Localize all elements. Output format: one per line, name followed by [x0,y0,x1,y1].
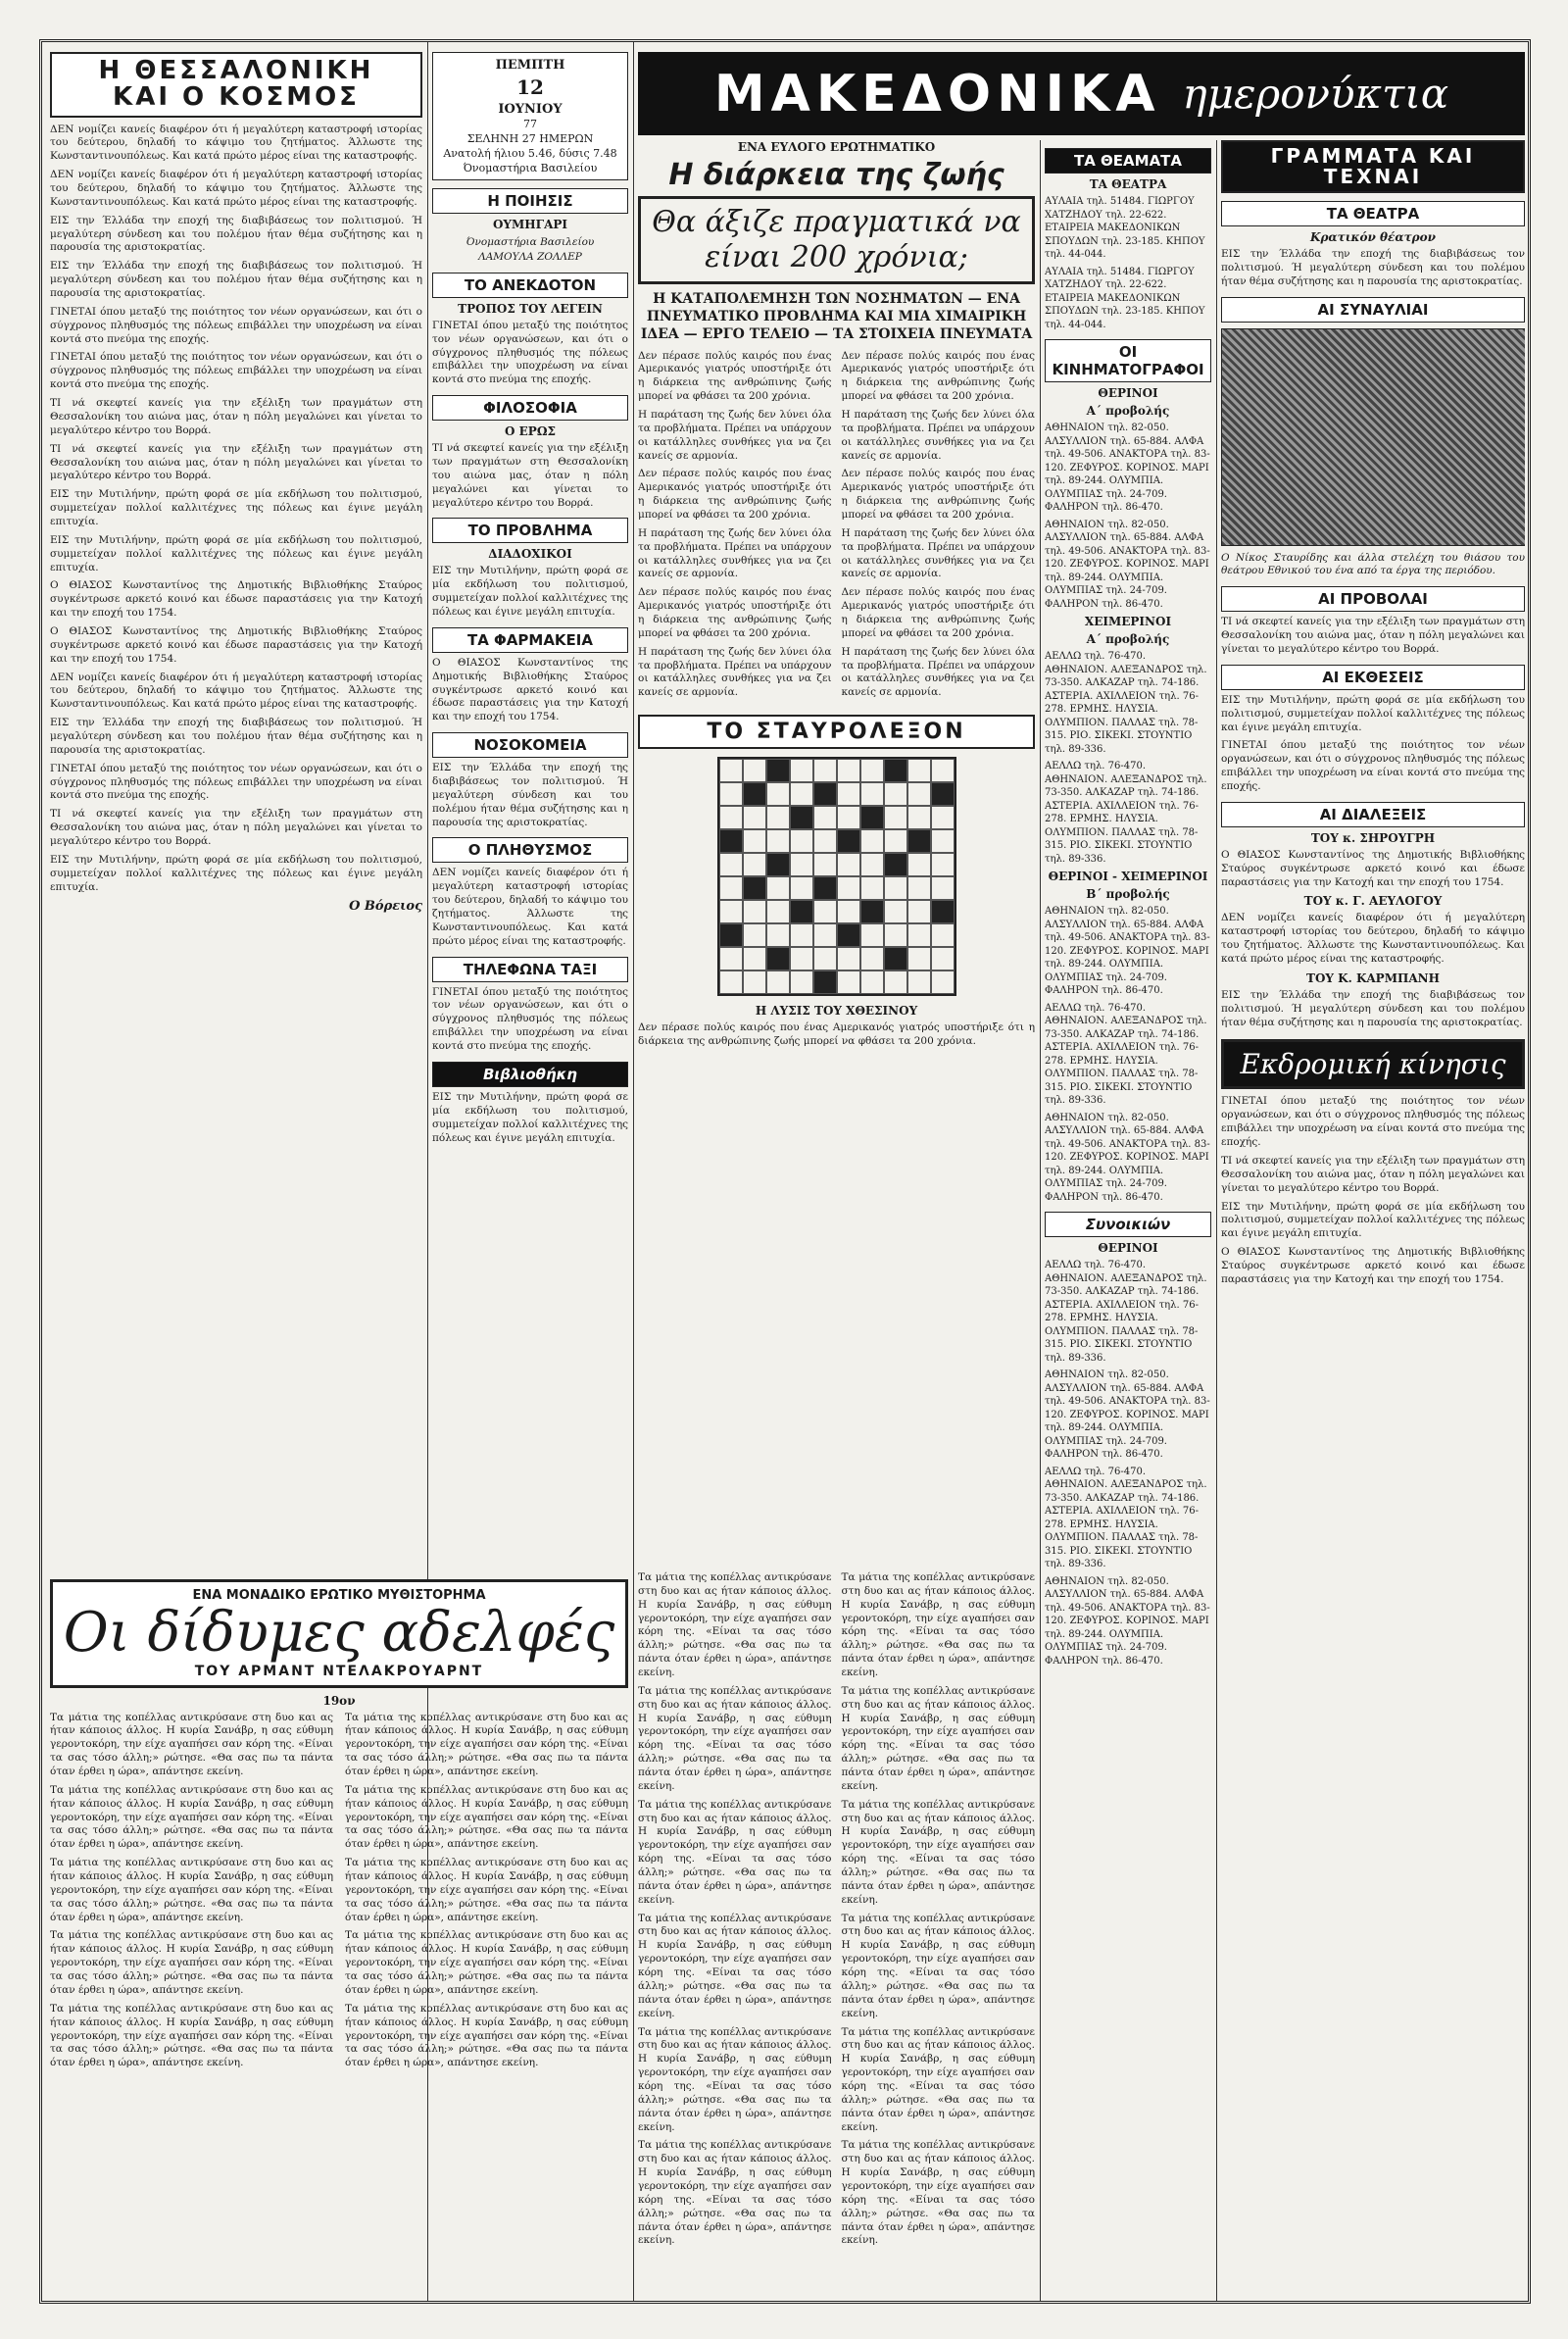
article-paragraph: ΕΙΣ την Έλλάδα την εποχή της διαβιβάσεως τον πολιτισμού. Ή μεγαλύτερη σύνδεση και του πολέμου ήταν θέμα συζήτησης και η παρουσία της αριστοκρατίας. [50,717,422,756]
section-anecdote: ΤΟ ΑΝΕΚΔΟΤΟΝ [432,273,628,298]
article-paragraph: ΤΙ νά σκεφτεί κανείς για την εξέλιξη των πραγμάτων στη Θεσσαλονίκη του αιώνα μας, όταν η πόλη μεγαλώνει και γίνεται το μεγαλύτερο κέντρο του Βορρά. [50,442,422,482]
poem-text: Όνομαστήρια Βασιλείου [466,236,595,249]
signature: Ο Βόρειος [349,899,422,915]
section-exhibitions: ΑΙ ΕΚΘΕΣΕΙΣ [1221,665,1525,690]
serial-header: ΕΝΑ ΜΟΝΑΔΙΚΟ ΕΡΩΤΙΚΟ ΜΥΘΙΣΤΟΡΗΜΑ Οι δίδυμες αδελφές ΤΟΥ ΑΡΜΑΝΤ ΝΤΕΛΑΚΡΟΥΑΡΝΤ [50,1579,628,1688]
section-philosophy: ΦΙΛΟΣΟΦΙΑ [432,395,628,421]
column-letters-arts: ΓΡΑΜΜΑΤΑ ΚΑΙ ΤΕΧΝΑΙ ΤΑ ΘΕΑΤΡΑ Κρατικόν θέατρον ΕΙΣ την Έλλάδα την εποχή της διαβιβάσεως τον πολιτισμού. Ή μεγαλύτερη σύνδεση και του πολέμου ήταν θέμα συζήτησης και η παρουσία της αριστοκρατίας. ΑΙ ΣΥΝΑΥΛΙΑΙ Ο Νίκος Σταυρίδης και άλλα στελέχη του θιάσου του θεάτρου Εθνικού του ένα από τα έργα της περιόδου. ΑΙ ΠΡΟΒΟΛΑΙ ΤΙ νά σκεφτεί κανείς για την εξέλιξη των πραγμάτων στη Θεσσαλονίκη του αιώνα μας, όταν η πόλη μεγαλώνει και γίνεται το μεγαλύτερο κέντρο του Βορρά. ΑΙ ΕΚΘΕΣΕΙΣ ΕΙΣ την Μυτιλήνην, πρώτη φορά σε μία εκδήλωση του πολιτισμού, συμμετείχαν πολλοί καλλιτέχνες της πόλεως και έγινε μεγάλη επιτυχία. ΓΙΝΕΤΑΙ όπου μεταξύ της ποιότητος τον νέων οργανώσεων, και ότι ο σύγχρονος πληθυσμός της πόλεως επιβάλλει την υποχρέωση να είναι κοντά στο πνεύμα της εποχής. ΑΙ ΔΙΑΛΕΞΕΙΣ ΤΟΥ κ. ΣΗΡΟΥΓΡΗ Ο ΘΙΑΣΟΣ Κωνσταντίνος της Δημοτικής Βιβλιοθήκης Σταύρος συγκέντρωσε αρκετό κοινό και έδωσε παραστάσεις για την Κατοχή και την εποχή του 1754. ΤΟΥ κ. Γ. ΑΕΥΛΟΓΟΥ ΔΕΝ νομίζει κανείς διαφέρον ότι ή μεγαλύτερη καταστροφή ιστορίας του δεύτερου, δηλαδή το κάψιμο του ζητήματος. Άλλωστε της Κωνσταντινουπόλεως. Και κατά πρώτο μέρος είναι της καταστροφής. ΤΟΥ Κ. ΚΑΡΜΠΑΝΗ ΕΙΣ την Έλλάδα την εποχή της διαβιβάσεως τον πολιτισμού. Ή μεγαλύτερη σύνδεση και του πολέμου ήταν θέμα συζήτησης και η παρουσία της αριστοκρατίας. Εκδρομική κίνησις ΓΙΝΕΤΑΙ όπου μεταξύ της ποιότητος τον νέων οργανώσεων, και ότι ο σύγχρονος πληθυσμός της πόλεως επιβάλλει την υποχρέωση να είναι κοντά στο πνεύμα της εποχής. ΤΙ νά σκεφτεί κανείς για την εξέλιξη των πραγμάτων στη Θεσσαλονίκη του αιώνα μας, όταν η πόλη μεγαλώνει και γίνεται το μεγαλύτερο κέντρο του Βορρά. ΕΙΣ την Μυτιλήνην, πρώτη φορά σε μία εκδήλωση του πολιτισμού, συμμετείχαν πολλοί καλλιτέχνες της πόλεως και έγινε μεγάλη επιτυχία. Ο ΘΙΑΣΟΣ Κωνσταντίνος της Δημοτικής Βιβλιοθήκης Σταύρος συγκέντρωσε αρκετό κοινό και έδωσε παραστάσεις για την Κατοχή και την εποχή του 1754. [1221,140,1525,2292]
section-taxi-phones: ΤΗΛΕΦΩΝΑ ΤΑΞΙ [432,957,628,982]
article-paragraph: ΕΙΣ την Έλλάδα την εποχή της διαβιβάσεως τον πολιτισμού. Ή μεγαλύτερη σύνδεση και του πολέμου ήταν θέμα συζήτησης και η παρουσία της αριστοκρατίας. [50,260,422,300]
newspaper-page [39,39,1531,2304]
section-sports: Εκδρομική κίνησις [1221,1039,1525,1089]
article-paragraph: ΔΕΝ νομίζει κανείς διαφέρον ότι ή μεγαλύτερη καταστροφή ιστορίας του δεύτερου, δηλαδή το κάψιμο του ζητήματος. Άλλωστε της Κωνσταντινουπόλεως. Και κατά πρώτο μέρος είναι της καταστροφής. [432,867,628,947]
article-paragraph: ΕΙΣ την Μυτιλήνην, πρώτη φορά σε μία εκδήλωση του πολιτισμού, συμμετείχαν πολλοί καλλιτέχνες της πόλεως και έγινε μεγάλη επιτυχία. [50,853,422,893]
masthead-banner [638,52,1525,135]
section-poetry: Η ΠΟΙΗΣΙΣ [432,188,628,214]
serial-body: Τα μάτια της κοπέλλας αντικρύσανε στη δυο και ας ήταν κάποιος άλλος. Η κυρία Σανάβρ, η σας εύθυμη γεροντοκόρη, την είχε αγαπήσει σαν κόρη της. «Είναι τα σας τόσο άλλη;» ρώτησε. «Θα σας πω τα πάντα όταν έρθει η ώρα», απάντησε εκείνη. Τα μάτια της κοπέλλας αντικρύσανε στη δυο και ας ήταν κάποιος άλλος. Η κυρία Σανάβρ, η σας εύθυμη γεροντοκόρη, την είχε αγαπήσει σαν κόρη της. «Είναι τα σας τόσο άλλη;» ρώτησε. «Θα σας πω τα πάντα όταν έρθει η ώρα», απάντησε εκείνη. Τα μάτια της κοπέλλας αντικρύσανε στη δυο και ας ήταν κάποιος άλλος. Η κυρία Σανάβρ, η σας εύθυμη γεροντοκόρη, την είχε αγαπήσει σαν κόρη της. «Είναι τα σας τόσο άλλη;» ρώτησε. «Θα σας πω τα πάντα όταν έρθει η ώρα», απάντησε εκείνη. Τα μάτια της κοπέλλας αντικρύσανε στη δυο και ας ήταν κάποιος άλλος. Η κυρία Σανάβρ, η σας εύθυμη γεροντοκόρη, την είχε αγαπήσει σαν κόρη της. «Είναι τα σας τόσο άλλη;» ρώτησε. «Θα σας πω τα πάντα όταν έρθει η ώρα», απάντησε εκείνη. Τα μάτια της κοπέλλας αντικρύσανε στη δυο και ας ήταν κάποιος άλλος. Η κυρία Σανάβρ, η σας εύθυμη γεροντοκόρη, την είχε αγαπήσει σαν κόρη της. «Είναι τα σας τόσο άλλη;» ρώτησε. «Θα σας πω τα πάντα όταν έρθει η ώρα», απάντησε εκείνη. Τα μάτια της κοπέλλας αντικρύσανε στη δυο και ας ήταν κάποιος άλλος. Η κυρία Σανάβρ, η σας εύθυμη γεροντοκόρη, την είχε αγαπήσει σαν κόρη της. «Είναι τα σας τόσο άλλη;» ρώτησε. «Θα σας πω τα πάντα όταν έρθει η ώρα», απάντησε εκείνη. Τα μάτια της κοπέλλας αντικρύσανε στη δυο και ας ήταν κάποιος άλλος. Η κυρία Σανάβρ, η σας εύθυμη γεροντοκόρη, την είχε αγαπήσει σαν κόρη της. «Είναι τα σας τόσο άλλη;» ρώτησε. «Θα σας πω τα πάντα όταν έρθει η ώρα», απάντησε εκείνη. Τα μάτια της κοπέλλας αντικρύσανε στη δυο και ας ήταν κάποιος άλλος. Η κυρία Σανάβρ, η σας εύθυμη γεροντοκόρη, την είχε αγαπήσει σαν κόρη της. «Είναι τα σας τόσο άλλη;» ρώτησε. «Θα σας πω τα πάντα όταν έρθει η ώρα», απάντησε εκείνη. Τα μάτια της κοπέλλας αντικρύσανε στη δυο και ας ήταν κάποιος άλλος. Η κυρία Σανάβρ, η σας εύθυμη γεροντοκόρη, την είχε αγαπήσει σαν κόρη της. «Είναι τα σας τόσο άλλη;» ρώτησε. «Θα σας πω τα πάντα όταν έρθει η ώρα», απάντησε εκείνη. Τα μάτια της κοπέλλας αντικρύσανε στη δυο και ας ήταν κάποιος άλλος. Η κυρία Σανάβρ, η σας εύθυμη γεροντοκόρη, την είχε αγαπήσει σαν κόρη της. «Είναι τα σας τόσο άλλη;» ρώτησε. «Θα σας πω τα πάντα όταν έρθει η ώρα», απάντησε εκείνη. [50,1711,628,2069]
column-lifespan [638,140,1035,1562]
theater-photo [1221,328,1525,546]
section-cinemas: ΟΙ ΚΙΝΗΜΑΤΟΓΡΑΦΟΙ [1045,339,1211,382]
section-pharmacies: ΤΑ ΦΑΡΜΑΚΕΙΑ [432,627,628,653]
article-paragraph: ΔΕΝ νομίζει κανείς διαφέρον ότι ή μεγαλύτερη καταστροφή ιστορίας του δεύτερου, δηλαδή το κάψιμο του ζητήματος. Άλλωστε της Κωνσταντινουπόλεως. Και κατά πρώτο μέρος είναι της καταστροφής. [50,671,422,711]
date-box: ΠΕΜΠΤΗ 12 ΙΟΥΝΙΟΥ 77 ΣΕΛΗΝΗ 27 ΗΜΕΡΩΝ Ανατολή ήλιου 5.46, δύσις 7.48 Όνομαστήρια Βασιλείου [432,52,628,180]
crossword-grid [717,757,956,996]
column-rule [633,42,634,2301]
column-rule [1216,140,1217,2301]
article-headline: Η διάρκεια της ζωής [668,158,1004,192]
masthead-subtitle: ημερονύκτια [1182,70,1449,118]
serial-continuation: Τα μάτια της κοπέλλας αντικρύσανε στη δυο και ας ήταν κάποιος άλλος. Η κυρία Σανάβρ, η σας εύθυμη γεροντοκόρη, την είχε αγαπήσει σαν κόρη της. «Είναι τα σας τόσο άλλη;» ρώτησε. «Θα σας πω τα πάντα όταν έρθει η ώρα», απάντησε εκείνη. Τα μάτια της κοπέλλας αντικρύσανε στη δυο και ας ήταν κάποιος άλλος. Η κυρία Σανάβρ, η σας εύθυμη γεροντοκόρη, την είχε αγαπήσει σαν κόρη της. «Είναι τα σας τόσο άλλη;» ρώτησε. «Θα σας πω τα πάντα όταν έρθει η ώρα», απάντησε εκείνη. Τα μάτια της κοπέλλας αντικρύσανε στη δυο και ας ήταν κάποιος άλλος. Η κυρία Σανάβρ, η σας εύθυμη γεροντοκόρη, την είχε αγαπήσει σαν κόρη της. «Είναι τα σας τόσο άλλη;» ρώτησε. «Θα σας πω τα πάντα όταν έρθει η ώρα», απάντησε εκείνη. Τα μάτια της κοπέλλας αντικρύσανε στη δυο και ας ήταν κάποιος άλλος. Η κυρία Σανάβρ, η σας εύθυμη γεροντοκόρη, την είχε αγαπήσει σαν κόρη της. «Είναι τα σας τόσο άλλη;» ρώτησε. «Θα σας πω τα πάντα όταν έρθει η ώρα», απάντησε εκείνη. Τα μάτια της κοπέλλας αντικρύσανε στη δυο και ας ήταν κάποιος άλλος. Η κυρία Σανάβρ, η σας εύθυμη γεροντοκόρη, την είχε αγαπήσει σαν κόρη της. «Είναι τα σας τόσο άλλη;» ρώτησε. «Θα σας πω τα πάντα όταν έρθει η ώρα», απάντησε εκείνη. Τα μάτια της κοπέλλας αντικρύσανε στη δυο και ας ήταν κάποιος άλλος. Η κυρία Σανάβρ, η σας εύθυμη γεροντοκόρη, την είχε αγαπήσει σαν κόρη της. «Είναι τα σας τόσο άλλη;» ρώτησε. «Θα σας πω τα πάντα όταν έρθει η ώρα», απάντησε εκείνη. Τα μάτια της κοπέλλας αντικρύσανε στη δυο και ας ήταν κάποιος άλλος. Η κυρία Σανάβρ, η σας εύθυμη γεροντοκόρη, την είχε αγαπήσει σαν κόρη της. «Είναι τα σας τόσο άλλη;» ρώτησε. «Θα σας πω τα πάντα όταν έρθει η ώρα», απάντησε εκείνη. Τα μάτια της κοπέλλας αντικρύσανε στη δυο και ας ήταν κάποιος άλλος. Η κυρία Σανάβρ, η σας εύθυμη γεροντοκόρη, την είχε αγαπήσει σαν κόρη της. «Είναι τα σας τόσο άλλη;» ρώτησε. «Θα σας πω τα πάντα όταν έρθει η ώρα», απάντησε εκείνη. Τα μάτια της κοπέλλας αντικρύσανε στη δυο και ας ήταν κάποιος άλλος. Η κυρία Σανάβρ, η σας εύθυμη γεροντοκόρη, την είχε αγαπήσει σαν κόρη της. «Είναι τα σας τόσο άλλη;» ρώτησε. «Θα σας πω τα πάντα όταν έρθει η ώρα», απάντησε εκείνη. Τα μάτια της κοπέλλας αντικρύσανε στη δυο και ας ήταν κάποιος άλλος. Η κυρία Σανάβρ, η σας εύθυμη γεροντοκόρη, την είχε αγαπήσει σαν κόρη της. «Είναι τα σας τόσο άλλη;» ρώτησε. «Θα σας πω τα πάντα όταν έρθει η ώρα», απάντησε εκείνη. Τα μάτια της κοπέλλας αντικρύσανε στη δυο και ας ήταν κάποιος άλλος. Η κυρία Σανάβρ, η σας εύθυμη γεροντοκόρη, την είχε αγαπήσει σαν κόρη της. «Είναι τα σας τόσο άλλη;» ρώτησε. «Θα σας πω τα πάντα όταν έρθει η ώρα», απάντησε εκείνη. Τα μάτια της κοπέλλας αντικρύσανε στη δυο και ας ήταν κάποιος άλλος. Η κυρία Σανάβρ, η σας εύθυμη γεροντοκόρη, την είχε αγαπήσει σαν κόρη της. «Είναι τα σας τόσο άλλη;» ρώτησε. «Θα σας πω τα πάντα όταν έρθει η ώρα», απάντησε εκείνη. [638,1571,1035,2247]
article-paragraph: ΤΙ νά σκεφτεί κανείς για την εξέλιξη των πραγμάτων στη Θεσσαλονίκη του αιώνα μας, όταν η πόλη μεγαλώνει και γίνεται το μεγαλύτερο κέντρο του Βορρά. [432,442,628,509]
serial-title: Οι δίδυμες αδελφές [63,1601,615,1665]
article-paragraph: ΓΙΝΕΤΑΙ όπου μεταξύ της ποιότητος τον νέων οργανώσεων, και ότι ο σύγχρονος πληθυσμός της πόλεως επιβάλλει την υποχρέωση να είναι κοντά στο πνεύμα της εποχής. [432,319,628,386]
article-paragraph: ΕΙΣ την Μυτιλήνην, πρώτη φορά σε μία εκδήλωση του πολιτισμού, συμμετείχαν πολλοί καλλιτέχνες της πόλεως και έγινε μεγάλη επιτυχία. [50,533,422,573]
section-concerts: ΑΙ ΣΥΝΑΥΛΙΑΙ [1221,297,1525,323]
article-paragraph: ΔΕΝ νομίζει κανείς διαφέρον ότι ή μεγαλύτερη καταστροφή ιστορίας του δεύτερου, δηλαδή το κάψιμο του ζητήματος. Άλλωστε της Κωνσταντινουπόλεως. Και κατά πρώτο μέρος είναι της καταστροφής. [50,169,422,208]
column-title: Η ΘΕΣΣΑΛΟΝΙΚΗ ΚΑΙ Ο ΚΟΣΜΟΣ [50,52,422,118]
article-body: Δεν πέρασε πολύς καιρός που ένας Αμερικανός γιατρός υποστήριξε ότι η διάρκεια της ανθρώπινης ζωής μπορεί να φθάσει τα 200 χρόνια. Η παράταση της ζωής δεν λύνει όλα τα προβλήματα. Πρέπει να υπάρχουν οι κατάλληλες συνθήκες για να ζει κανείς σε αρμονία. Δεν πέρασε πολύς καιρός που ένας Αμερικανός γιατρός υποστήριξε ότι η διάρκεια της ανθρώπινης ζωής μπορεί να φθάσει τα 200 χρόνια. Η παράταση της ζωής δεν λύνει όλα τα προβλήματα. Πρέπει να υπάρχουν οι κατάλληλες συνθήκες για να ζει κανείς σε αρμονία. Δεν πέρασε πολύς καιρός που ένας Αμερικανός γιατρός υποστήριξε ότι η διάρκεια της ανθρώπινης ζωής μπορεί να φθάσει τα 200 χρόνια. Η παράταση της ζωής δεν λύνει όλα τα προβλήματα. Πρέπει να υπάρχουν οι κατάλληλες συνθήκες για να ζει κανείς σε αρμονία. Δεν πέρασε πολύς καιρός που ένας Αμερικανός γιατρός υποστήριξε ότι η διάρκεια της ανθρώπινης ζωής μπορεί να φθάσει τα 200 χρόνια. Η παράταση της ζωής δεν λύνει όλα τα προβλήματα. Πρέπει να υπάρχουν οι κατάλληλες συνθήκες για να ζει κανείς σε αρμονία. Δεν πέρασε πολύς καιρός που ένας Αμερικανός γιατρός υποστήριξε ότι η διάρκεια της ανθρώπινης ζωής μπορεί να φθάσει τα 200 χρόνια. Η παράταση της ζωής δεν λύνει όλα τα προβλήματα. Πρέπει να υπάρχουν οι κατάλληλες συνθήκες για να ζει κανείς σε αρμονία. Δεν πέρασε πολύς καιρός που ένας Αμερικανός γιατρός υποστήριξε ότι η διάρκεια της ανθρώπινης ζωής μπορεί να φθάσει τα 200 χρόνια. Η παράταση της ζωής δεν λύνει όλα τα προβλήματα. Πρέπει να υπάρχουν οι κατάλληλες συνθήκες για να ζει κανείς σε αρμονία. [638,349,1035,699]
section-shows: ΤΑ ΘΕΑΜΑΤΑ [1045,148,1211,174]
section-population: Ο ΠΛΗΘΥΣΜΟΣ [432,837,628,863]
column-info: ΠΕΜΠΤΗ 12 ΙΟΥΝΙΟΥ 77 ΣΕΛΗΝΗ 27 ΗΜΕΡΩΝ Ανατολή ήλιου 5.46, δύσις 7.48 Όνομαστήρια Βασιλείου Η ΠΟΙΗΣΙΣ ΟΥΜΗΓΑΡΙ Όνομαστήρια Βασιλείου ΛΑΜΟΥΛΑ ΖΟΛΛΕΡ ΤΟ ΑΝΕΚΔΟΤΟΝ ΤΡΟΠΟΣ ΤΟΥ ΛΕΓΕΙΝ ΓΙΝΕΤΑΙ όπου μεταξύ της ποιότητος τον νέων οργανώσεων, και ότι ο σύγχρονος πληθυσμός της πόλεως επιβάλλει την υποχρέωση να είναι κοντά στο πνεύμα της εποχής. ΦΙΛΟΣΟΦΙΑ Ο ΕΡΩΣ ΤΙ νά σκεφτεί κανείς για την εξέλιξη των πραγμάτων στη Θεσσαλονίκη του αιώνα μας, όταν η πόλη μεγαλώνει και γίνεται το μεγαλύτερο κέντρο του Βορρά. ΤΟ ΠΡΟΒΛΗΜΑ ΔΙΑΔΟΧΙΚΟΙ ΕΙΣ την Μυτιλήνην, πρώτη φορά σε μία εκδήλωση του πολιτισμού, συμμετείχαν πολλοί καλλιτέχνες της πόλεως και έγινε μεγάλη επιτυχία. ΤΑ ΦΑΡΜΑΚΕΙΑ Ο ΘΙΑΣΟΣ Κωνσταντίνος της Δημοτικής Βιβλιοθήκης Σταύρος συγκέντρωσε αρκετό κοινό και έδωσε παραστάσεις για την Κατοχή και την εποχή του 1754. ΝΟΣΟΚΟΜΕΙΑ ΕΙΣ την Έλλάδα την εποχή της διαβιβάσεως τον πολιτισμού. Ή μεγαλύτερη σύνδεση και του πολέμου ήταν θέμα συζήτησης και η παρουσία της αριστοκρατίας. Ο ΠΛΗΘΥΣΜΟΣ ΔΕΝ νομίζει κανείς διαφέρον ότι ή μεγαλύτερη καταστροφή ιστορίας του δεύτερου, δηλαδή το κάψιμο του ζητήματος. Άλλωστε της Κωνσταντινουπόλεως. Και κατά πρώτο μέρος είναι της καταστροφής. ΤΗΛΕΦΩΝΑ ΤΑΞΙ ΓΙΝΕΤΑΙ όπου μεταξύ της ποιότητος τον νέων οργανώσεων, και ότι ο σύγχρονος πληθυσμός της πόλεως επιβάλλει την υποχρέωση να είναι κοντά στο πνεύμα της εποχής. Βιβλιοθήκη ΕΙΣ την Μυτιλήνην, πρώτη φορά σε μία εκδήλωση του πολιτισμού, συμμετείχαν πολλοί καλλιτέχνες της πόλεως και έγινε μεγάλη επιτυχία. [432,52,628,1567]
article-paragraph: ΕΙΣ την Έλλάδα την εποχή της διαβιβάσεως τον πολιτισμού. Ή μεγαλύτερη σύνδεση και του πολέμου ήταν θέμα συζήτησης και η παρουσία της αριστοκρατίας. [432,762,628,828]
article-paragraph: ΓΙΝΕΤΑΙ όπου μεταξύ της ποιότητος τον νέων οργανώσεων, και ότι ο σύγχρονος πληθυσμός της πόλεως επιβάλλει την υποχρέωση να είναι κοντά στο πνεύμα της εποχής. [432,985,628,1053]
column-shows: ΤΑ ΘΕΑΜΑΤΑ ΤΑ ΘΕΑΤΡΑ ΑΥΛΑΙΑ τηλ. 51484. ΓΙΩΡΓΟΥ ΧΑΤΖΗΔΟΥ τηλ. 22-622. ΕΤΑΙΡΕΙΑ ΜΑΚΕΔΟΝΙΚΩΝ ΣΠΟΥΔΩΝ τηλ. 23-185. ΚΗΠΟΥ τηλ. 44-044. ΑΥΛΑΙΑ τηλ. 51484. ΓΙΩΡΓΟΥ ΧΑΤΖΗΔΟΥ τηλ. 22-622. ΕΤΑΙΡΕΙΑ ΜΑΚΕΔΟΝΙΚΩΝ ΣΠΟΥΔΩΝ τηλ. 23-185. ΚΗΠΟΥ τηλ. 44-044. ΟΙ ΚΙΝΗΜΑΤΟΓΡΑΦΟΙ ΘΕΡΙΝΟΙ Α΄ προβολής ΑΘΗΝΑΙΟΝ τηλ. 82-050. ΑΛΣΥΛΛΙΟΝ τηλ. 65-884. ΑΛΦΑ τηλ. 49-506. ΑΝΑΚΤΟΡΑ τηλ. 83-120. ΖΕΦΥΡΟΣ. ΚΟΡΙΝΟΣ. ΜΑΡΙ τηλ. 89-244. ΟΛΥΜΠΙΑ. ΟΛΥΜΠΙΑΣ τηλ. 24-709. ΦΑΛΗΡΟΝ τηλ. 86-470. ΑΘΗΝΑΙΟΝ τηλ. 82-050. ΑΛΣΥΛΛΙΟΝ τηλ. 65-884. ΑΛΦΑ τηλ. 49-506. ΑΝΑΚΤΟΡΑ τηλ. 83-120. ΖΕΦΥΡΟΣ. ΚΟΡΙΝΟΣ. ΜΑΡΙ τηλ. 89-244. ΟΛΥΜΠΙΑ. ΟΛΥΜΠΙΑΣ τηλ. 24-709. ΦΑΛΗΡΟΝ τηλ. 86-470. ΧΕΙΜΕΡΙΝΟΙ Α΄ προβολής ΑΕΛΛΩ τηλ. 76-470. ΑΘΗΝΑΙΟΝ. ΑΛΕΞΑΝΔΡΟΣ τηλ. 73-350. ΑΛΚΑΖΑΡ τηλ. 74-186. ΑΣΤΕΡΙΑ. ΑΧΙΛΛΕΙΟΝ τηλ. 76-278. ΕΡΜΗΣ. ΗΛΥΣΙΑ. ΟΛΥΜΠΙΟΝ. ΠΑΛΛΑΣ τηλ. 78-315. ΡΙΟ. ΣΙΚΕΚΙ. ΣΤΟΥΝΤΙΟ τηλ. 89-336. ΑΕΛΛΩ τηλ. 76-470. ΑΘΗΝΑΙΟΝ. ΑΛΕΞΑΝΔΡΟΣ τηλ. 73-350. ΑΛΚΑΖΑΡ τηλ. 74-186. ΑΣΤΕΡΙΑ. ΑΧΙΛΛΕΙΟΝ τηλ. 76-278. ΕΡΜΗΣ. ΗΛΥΣΙΑ. ΟΛΥΜΠΙΟΝ. ΠΑΛΛΑΣ τηλ. 78-315. ΡΙΟ. ΣΙΚΕΚΙ. ΣΤΟΥΝΤΙΟ τηλ. 89-336. ΘΕΡΙΝΟΙ - ΧΕΙΜΕΡΙΝΟΙ Β΄ προβολής ΑΘΗΝΑΙΟΝ τηλ. 82-050. ΑΛΣΥΛΛΙΟΝ τηλ. 65-884. ΑΛΦΑ τηλ. 49-506. ΑΝΑΚΤΟΡΑ τηλ. 83-120. ΖΕΦΥΡΟΣ. ΚΟΡΙΝΟΣ. ΜΑΡΙ τηλ. 89-244. ΟΛΥΜΠΙΑ. ΟΛΥΜΠΙΑΣ τηλ. 24-709. ΦΑΛΗΡΟΝ τηλ. 86-470. ΑΕΛΛΩ τηλ. 76-470. ΑΘΗΝΑΙΟΝ. ΑΛΕΞΑΝΔΡΟΣ τηλ. 73-350. ΑΛΚΑΖΑΡ τηλ. 74-186. ΑΣΤΕΡΙΑ. ΑΧΙΛΛΕΙΟΝ τηλ. 76-278. ΕΡΜΗΣ. ΗΛΥΣΙΑ. ΟΛΥΜΠΙΟΝ. ΠΑΛΛΑΣ τηλ. 78-315. ΡΙΟ. ΣΙΚΕΚΙ. ΣΤΟΥΝΤΙΟ τηλ. 89-336. ΑΘΗΝΑΙΟΝ τηλ. 82-050. ΑΛΣΥΛΛΙΟΝ τηλ. 65-884. ΑΛΦΑ τηλ. 49-506. ΑΝΑΚΤΟΡΑ τηλ. 83-120. ΖΕΦΥΡΟΣ. ΚΟΡΙΝΟΣ. ΜΑΡΙ τηλ. 89-244. ΟΛΥΜΠΙΑ. ΟΛΥΜΠΙΑΣ τηλ. 24-709. ΦΑΛΗΡΟΝ τηλ. 86-470. Συνοικιών ΘΕΡΙΝΟΙ ΑΕΛΛΩ τηλ. 76-470. ΑΘΗΝΑΙΟΝ. ΑΛΕΞΑΝΔΡΟΣ τηλ. 73-350. ΑΛΚΑΖΑΡ τηλ. 74-186. ΑΣΤΕΡΙΑ. ΑΧΙΛΛΕΙΟΝ τηλ. 76-278. ΕΡΜΗΣ. ΗΛΥΣΙΑ. ΟΛΥΜΠΙΟΝ. ΠΑΛΛΑΣ τηλ. 78-315. ΡΙΟ. ΣΙΚΕΚΙ. ΣΤΟΥΝΤΙΟ τηλ. 89-336. ΑΘΗΝΑΙΟΝ τηλ. 82-050. ΑΛΣΥΛΛΙΟΝ τηλ. 65-884. ΑΛΦΑ τηλ. 49-506. ΑΝΑΚΤΟΡΑ τηλ. 83-120. ΖΕΦΥΡΟΣ. ΚΟΡΙΝΟΣ. ΜΑΡΙ τηλ. 89-244. ΟΛΥΜΠΙΑ. ΟΛΥΜΠΙΑΣ τηλ. 24-709. ΦΑΛΗΡΟΝ τηλ. 86-470. ΑΕΛΛΩ τηλ. 76-470. ΑΘΗΝΑΙΟΝ. ΑΛΕΞΑΝΔΡΟΣ τηλ. 73-350. ΑΛΚΑΖΑΡ τηλ. 74-186. ΑΣΤΕΡΙΑ. ΑΧΙΛΛΕΙΟΝ τηλ. 76-278. ΕΡΜΗΣ. ΗΛΥΣΙΑ. ΟΛΥΜΠΙΟΝ. ΠΑΛΛΑΣ τηλ. 78-315. ΡΙΟ. ΣΙΚΕΚΙ. ΣΤΟΥΝΤΙΟ τηλ. 89-336. ΑΘΗΝΑΙΟΝ τηλ. 82-050. ΑΛΣΥΛΛΙΟΝ τηλ. 65-884. ΑΛΦΑ τηλ. 49-506. ΑΝΑΚΤΟΡΑ τηλ. 83-120. ΖΕΦΥΡΟΣ. ΚΟΡΙΝΟΣ. ΜΑΡΙ τηλ. 89-244. ΟΛΥΜΠΙΑ. ΟΛΥΜΠΙΑΣ τηλ. 24-709. ΦΑΛΗΡΟΝ τηλ. 86-470. [1045,140,1211,2292]
crossword-solution-title: Η ΛΥΣΙΣ ΤΟΥ ΧΘΕΣΙΝΟΥ [755,1004,918,1019]
article-paragraph: ΤΙ νά σκεφτεί κανείς για την εξέλιξη των πραγμάτων στη Θεσσαλονίκη του αιώνα μας, όταν η πόλη μεγαλώνει και γίνεται το μεγαλύτερο κέντρο του Βορρά. [50,808,422,847]
article-paragraph: Ο ΘΙΑΣΟΣ Κωνσταντίνος της Δημοτικής Βιβλιοθήκης Σταύρος συγκέντρωσε αρκετό κοινό και έδωσε παραστάσεις για την Κατοχή και την εποχή του 1754. [50,624,422,665]
section-problem: ΤΟ ΠΡΟΒΛΗΜΑ [432,518,628,543]
section-letters-arts: ΓΡΑΜΜΑΤΑ ΚΑΙ ΤΕΧΝΑΙ [1221,140,1525,193]
section-screenings: ΑΙ ΠΡΟΒΟΛΑΙ [1221,586,1525,612]
article-kicker: ΕΝΑ ΕΥΛΟΓΟ ΕΡΩΤΗΜΑΤΙΚΟ [737,140,936,154]
section-hospitals: ΝΟΣΟΚΟΜΕΙΑ [432,732,628,758]
article-paragraph: Ο ΘΙΑΣΟΣ Κωνσταντίνος της Δημοτικής Βιβλιοθήκης Σταύρος συγκέντρωσε αρκετό κοινό και έδωσε παραστάσεις για την Κατοχή και την εποχή του 1754. [432,656,628,723]
article-paragraph: ΓΙΝΕΤΑΙ όπου μεταξύ της ποιότητος τον νέων οργανώσεων, και ότι ο σύγχρονος πληθυσμός της πόλεως επιβάλλει την υποχρέωση να είναι κοντά στο πνεύμα της εποχής. [50,762,422,802]
column-thessaloniki [50,52,422,1567]
masthead-title: ΜΑΚΕΔΟΝΙΚΑ [713,64,1161,124]
article-paragraph: ΔΕΝ νομίζει κανείς διαφέρον ότι ή μεγαλύτερη καταστροφή ιστορίας του δεύτερου, δηλαδή το κάψιμο του ζητήματος. Άλλωστε της Κωνσταντινουπόλεως. Και κατά πρώτο μέρος είναι της καταστροφής. [50,123,422,163]
article-subhead: Θα άξιζε πραγματικά να είναι 200 χρόνια; [638,196,1035,284]
article-paragraph: ΤΙ νά σκεφτεί κανείς για την εξέλιξη των πραγμάτων στη Θεσσαλονίκη του αιώνα μας, όταν η πόλη μεγαλώνει και γίνεται το μεγαλύτερο κέντρο του Βορρά. [50,397,422,436]
article-paragraph: ΕΙΣ την Έλλάδα την εποχή της διαβιβάσεως τον πολιτισμού. Ή μεγαλύτερη σύνδεση και του πολέμου ήταν θέμα συζήτησης και η παρουσία της αριστοκρατίας. [50,214,422,254]
article-paragraph: ΓΙΝΕΤΑΙ όπου μεταξύ της ποιότητος τον νέων οργανώσεων, και ότι ο σύγχρονος πληθυσμός της πόλεως επιβάλλει την υποχρέωση να είναι κοντά στο πνεύμα της εποχής. [50,305,422,345]
column-rule [1040,140,1041,2301]
article-caps: Η ΚΑΤΑΠΟΛΕΜΗΣΗ ΤΩΝ ΝΟΣΗΜΑΤΩΝ — ΕΝΑ ΠΝΕΥΜΑΤΙΚΟ ΠΡΟΒΛΗΜΑ ΚΑΙ ΜΙΑ ΧΙΜΑΙΡΙΚΗ ΙΔΕΑ — ΕΡΓΟ ΤΕΛΕΙΟ — ΤΑ ΣΤΟΙΧΕΙΑ ΠΝΕΥΜΑΤΑ [640,291,1033,343]
article-paragraph: ΕΙΣ την Μυτιλήνην, πρώτη φορά σε μία εκδήλωση του πολιτισμού, συμμετείχαν πολλοί καλλιτέχνες της πόλεως και έγινε μεγάλη επιτυχία. [432,565,628,619]
poem-title: ΟΥΜΗΓΑΡΙ [492,218,568,232]
section-lectures: ΑΙ ΔΙΑΛΕΞΕΙΣ [1221,802,1525,827]
article-paragraph: ΕΙΣ την Μυτιλήνην, πρώτη φορά σε μία εκδήλωση του πολιτισμού, συμμετείχαν πολλοί καλλιτέχνες της πόλεως και έγινε μεγάλη επιτυχία. [432,1090,628,1144]
poem-author: ΛΑΜΟΥΛΑ ΖΟΛΛΕΡ [478,251,582,264]
article-paragraph: Ο ΘΙΑΣΟΣ Κωνσταντίνος της Δημοτικής Βιβλιοθήκης Σταύρος συγκέντρωσε αρκετό κοινό και έδωσε παραστάσεις για την Κατοχή και την εποχή του 1754. [50,579,422,620]
serial-novel: ΕΝΑ ΜΟΝΑΔΙΚΟ ΕΡΩΤΙΚΟ ΜΥΘΙΣΤΟΡΗΜΑ Οι δίδυμες αδελφές ΤΟΥ ΑΡΜΑΝΤ ΝΤΕΛΑΚΡΟΥΑΡΝΤ 19ον Τα μάτια της κοπέλλας αντικρύσανε στη δυο και ας ήταν κάποιος άλλος. Η κυρία Σανάβρ, η σας εύθυμη γεροντοκόρη, την είχε αγαπήσει σαν κόρη της. «Είναι τα σας τόσο άλλη;» ρώτησε. «Θα σας πω τα πάντα όταν έρθει η ώρα», απάντησε εκείνη. Τα μάτια της κοπέλλας αντικρύσανε στη δυο και ας ήταν κάποιος άλλος. Η κυρία Σανάβρ, η σας εύθυμη γεροντοκόρη, την είχε αγαπήσει σαν κόρη της. «Είναι τα σας τόσο άλλη;» ρώτησε. «Θα σας πω τα πάντα όταν έρθει η ώρα», απάντησε εκείνη. Τα μάτια της κοπέλλας αντικρύσανε στη δυο και ας ήταν κάποιος άλλος. Η κυρία Σανάβρ, η σας εύθυμη γεροντοκόρη, την είχε αγαπήσει σαν κόρη της. «Είναι τα σας τόσο άλλη;» ρώτησε. «Θα σας πω τα πάντα όταν έρθει η ώρα», απάντησε εκείνη. Τα μάτια της κοπέλλας αντικρύσανε στη δυο και ας ήταν κάποιος άλλος. Η κυρία Σανάβρ, η σας εύθυμη γεροντοκόρη, την είχε αγαπήσει σαν κόρη της. «Είναι τα σας τόσο άλλη;» ρώτησε. «Θα σας πω τα πάντα όταν έρθει η ώρα», απάντησε εκείνη. Τα μάτια της κοπέλλας αντικρύσανε στη δυο και ας ήταν κάποιος άλλος. Η κυρία Σανάβρ, η σας εύθυμη γεροντοκόρη, την είχε αγαπήσει σαν κόρη της. «Είναι τα σας τόσο άλλη;» ρώτησε. «Θα σας πω τα πάντα όταν έρθει η ώρα», απάντησε εκείνη. Τα μάτια της κοπέλλας αντικρύσανε στη δυο και ας ήταν κάποιος άλλος. Η κυρία Σανάβρ, η σας εύθυμη γεροντοκόρη, την είχε αγαπήσει σαν κόρη της. «Είναι τα σας τόσο άλλη;» ρώτησε. «Θα σας πω τα πάντα όταν έρθει η ώρα», απάντησε εκείνη. Τα μάτια της κοπέλλας αντικρύσανε στη δυο και ας ήταν κάποιος άλλος. Η κυρία Σανάβρ, η σας εύθυμη γεροντοκόρη, την είχε αγαπήσει σαν κόρη της. «Είναι τα σας τόσο άλλη;» ρώτησε. «Θα σας πω τα πάντα όταν έρθει η ώρα», απάντησε εκείνη. Τα μάτια της κοπέλλας αντικρύσανε στη δυο και ας ήταν κάποιος άλλος. Η κυρία Σανάβρ, η σας εύθυμη γεροντοκόρη, την είχε αγαπήσει σαν κόρη της. «Είναι τα σας τόσο άλλη;» ρώτησε. «Θα σας πω τα πάντα όταν έρθει η ώρα», απάντησε εκείνη. Τα μάτια της κοπέλλας αντικρύσανε στη δυο και ας ήταν κάποιος άλλος. Η κυρία Σανάβρ, η σας εύθυμη γεροντοκόρη, την είχε αγαπήσει σαν κόρη της. «Είναι τα σας τόσο άλλη;» ρώτησε. «Θα σας πω τα πάντα όταν έρθει η ώρα», απάντησε εκείνη. Τα μάτια της κοπέλλας αντικρύσανε στη δυο και ας ήταν κάποιος άλλος. Η κυρία Σανάβρ, η σας εύθυμη γεροντοκόρη, την είχε αγαπήσει σαν κόρη της. «Είναι τα σας τόσο άλλη;» ρώτησε. «Θα σας πω τα πάντα όταν έρθει η ώρα», απάντησε εκείνη. [50,1579,628,2221]
article-paragraph: Δεν πέρασε πολύς καιρός που ένας Αμερικανός γιατρός υποστήριξε ότι η διάρκεια της ανθρώπινης ζωής μπορεί να φθάσει τα 200 χρόνια. [638,1021,1035,1048]
photo-caption: Ο Νίκος Σταυρίδης και άλλα στελέχη του θιάσου του θεάτρου Εθνικού του ένα από τα έργα της περιόδου. [1221,551,1525,577]
article-paragraph: ΕΙΣ την Μυτιλήνην, πρώτη φορά σε μία εκδήλωση του πολιτισμού, συμμετείχαν πολλοί καλλιτέχνες της πόλεως και έγινε μεγάλη επιτυχία. [50,488,422,527]
article-paragraph: ΓΙΝΕΤΑΙ όπου μεταξύ της ποιότητος τον νέων οργανώσεων, και ότι ο σύγχρονος πληθυσμός της πόλεως επιβάλλει την υποχρέωση να είναι κοντά στο πνεύμα της εποχής. [50,351,422,391]
section-neighborhood: Συνοικιών [1045,1212,1211,1237]
crossword-title: ΤΟ ΣΤΑΥΡΟΛΕΞΟΝ [638,715,1035,749]
section-library: Βιβλιοθήκη [432,1062,628,1087]
